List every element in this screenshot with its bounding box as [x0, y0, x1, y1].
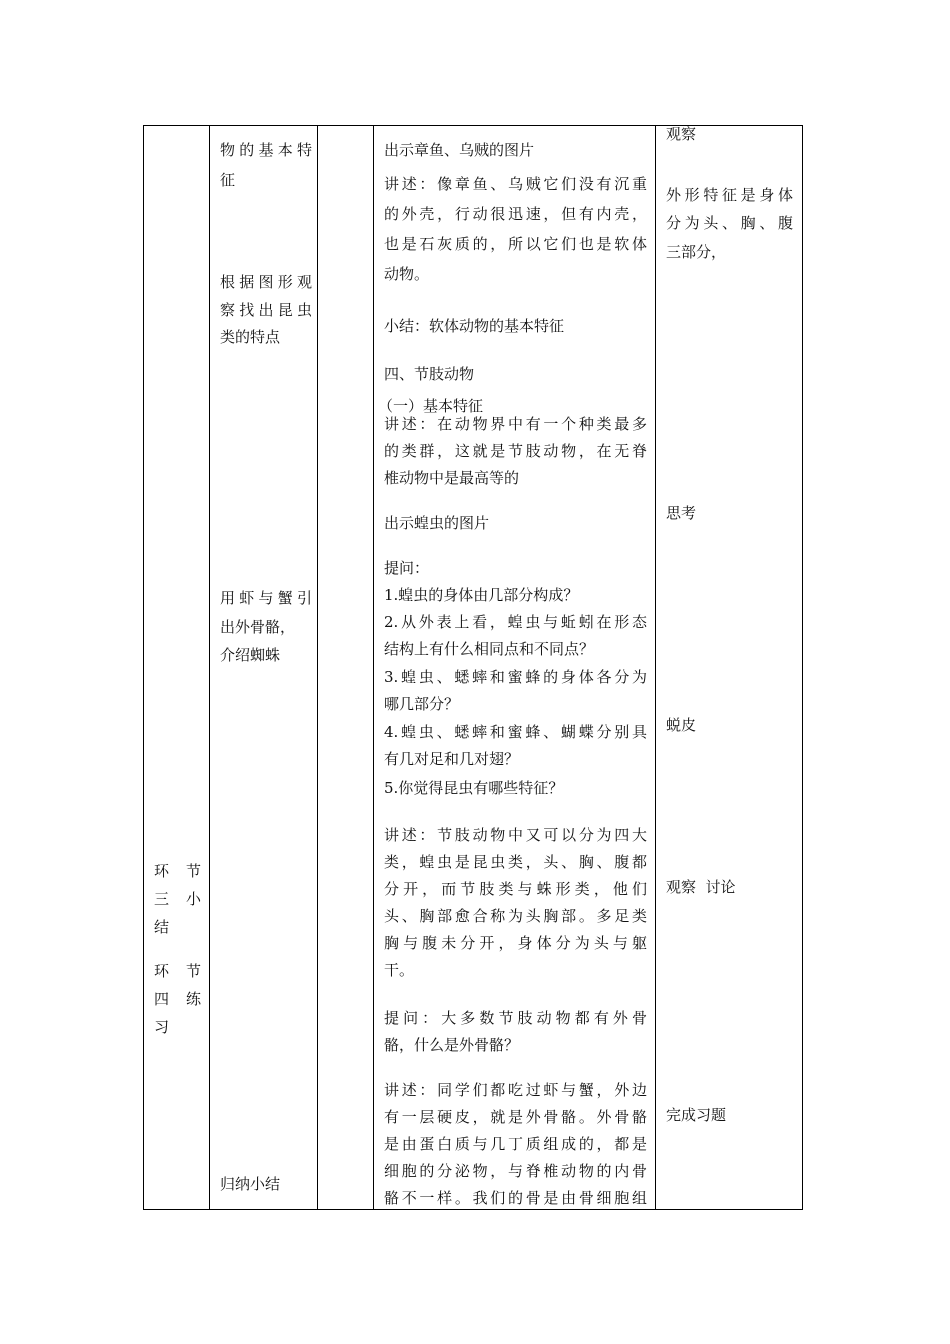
- stage-label-char: 三: [154, 890, 170, 908]
- student-line: 思考: [666, 504, 697, 522]
- teacher-activity-column: [374, 126, 655, 1209]
- student-line: 观察: [666, 126, 697, 143]
- activity-line: 出示章鱼、乌贼的图片: [384, 141, 535, 159]
- activity-line: 讲述：在动物界中有一个种类最多: [384, 415, 647, 433]
- activity-line: 小结：软体动物的基本特征: [384, 317, 565, 335]
- activity-line: 5.你觉得昆虫有哪些特征？: [384, 779, 564, 797]
- activity-line: 讲述：节肢动物中又可以分为四大: [384, 826, 647, 844]
- objective-line: 察找出昆虫: [220, 301, 312, 319]
- student-line: 完成习题: [666, 1106, 727, 1124]
- stage-label-char: 环: [154, 862, 170, 880]
- activity-line: 讲述：像章鱼、乌贼它们没有沉重: [384, 175, 647, 193]
- activity-line: 1.蝗虫的身体由几部分构成？: [384, 586, 579, 604]
- activity-line: 椎动物中是最高等的: [384, 469, 520, 487]
- student-line: 观察 讨论: [666, 878, 736, 896]
- activity-line: 骼不一样。我们的骨是由骨细胞组: [384, 1189, 647, 1207]
- activity-line: 提问：大多数节肢动物都有外骨: [384, 1009, 647, 1027]
- student-line: 三部分，: [666, 243, 727, 261]
- objective-line: 出外骨骼，: [220, 618, 296, 636]
- stage-column: [144, 126, 209, 1209]
- activity-line: 结构上有什么相同点和不同点？: [384, 640, 595, 658]
- activity-line: 的类群，这就是节肢动物，在无脊: [384, 442, 647, 460]
- stage-label-char: 四: [154, 990, 170, 1008]
- activity-line: 动物。: [384, 265, 430, 283]
- activity-line: 提问：: [384, 559, 430, 577]
- stage-label-char: 习: [154, 1018, 170, 1036]
- activity-line: 类，蝗虫是昆虫类，头、胸、腹都: [384, 853, 647, 871]
- activity-line: 胸与腹未分开，身体分为头与躯: [384, 934, 647, 952]
- stage-label-char: 节: [186, 962, 202, 980]
- activity-line: 哪几部分？: [384, 695, 460, 713]
- empty-column: [318, 126, 373, 1209]
- objective-line: 征: [220, 171, 236, 189]
- student-activity-column: [656, 126, 803, 1209]
- objective-line: 类的特点: [220, 328, 281, 346]
- objective-line: 介绍蜘蛛: [220, 646, 281, 664]
- activity-line: 有一层硬皮，就是外骨骼。外骨骼: [384, 1108, 647, 1126]
- activity-line: 头、胸部愈合称为头胸部。多足类: [384, 907, 647, 925]
- activity-line: 4.蝗虫、蟋蟀和蜜蜂、蝴蝶分别具: [384, 723, 647, 741]
- stage-label-char: 练: [186, 990, 202, 1008]
- activity-line: 讲述：同学们都吃过虾与蟹，外边: [384, 1081, 647, 1099]
- student-line: 外形特征是身体: [666, 186, 793, 204]
- activity-line: 四、节肢动物: [384, 365, 475, 383]
- stage-label-char: 小: [186, 890, 202, 908]
- lesson-plan-table: [143, 125, 803, 1210]
- objective-line: 用虾与蟹引: [220, 589, 312, 607]
- stage-label-char: 节: [186, 862, 202, 880]
- activity-line: 骼，什么是外骨骼？: [384, 1036, 520, 1054]
- activity-line: 是由蛋白质与几丁质组成的，都是: [384, 1135, 647, 1153]
- activity-line: 干。: [384, 961, 415, 979]
- objective-line: 物的基本特: [220, 141, 312, 159]
- activity-line: 细胞的分泌物，与脊椎动物的内骨: [384, 1162, 647, 1180]
- activity-line: 有几对足和几对翅？: [384, 750, 520, 768]
- activity-line: 出示蝗虫的图片: [384, 514, 490, 532]
- activity-line: 的外壳，行动很迅速，但有内壳，: [384, 205, 647, 223]
- activity-line: （一）基本特征: [378, 397, 484, 415]
- objective-line: 归纳小结: [220, 1175, 281, 1193]
- student-line: 蜕皮: [666, 716, 697, 734]
- activity-line: 3.蝗虫、蟋蟀和蜜蜂的身体各分为: [384, 668, 647, 686]
- stage-label-char: 环: [154, 962, 170, 980]
- activity-line: 也是石灰质的，所以它们也是软体: [384, 235, 647, 253]
- student-line: 分为头、胸、腹: [666, 214, 793, 232]
- objective-column: [210, 126, 317, 1209]
- objective-line: 根据图形观: [220, 273, 312, 291]
- activity-line: 分开，而节肢类与蛛形类，他们: [384, 880, 647, 898]
- activity-line: 2.从外表上看，蝗虫与蚯蚓在形态: [384, 613, 647, 631]
- stage-label-char: 结: [154, 918, 170, 936]
